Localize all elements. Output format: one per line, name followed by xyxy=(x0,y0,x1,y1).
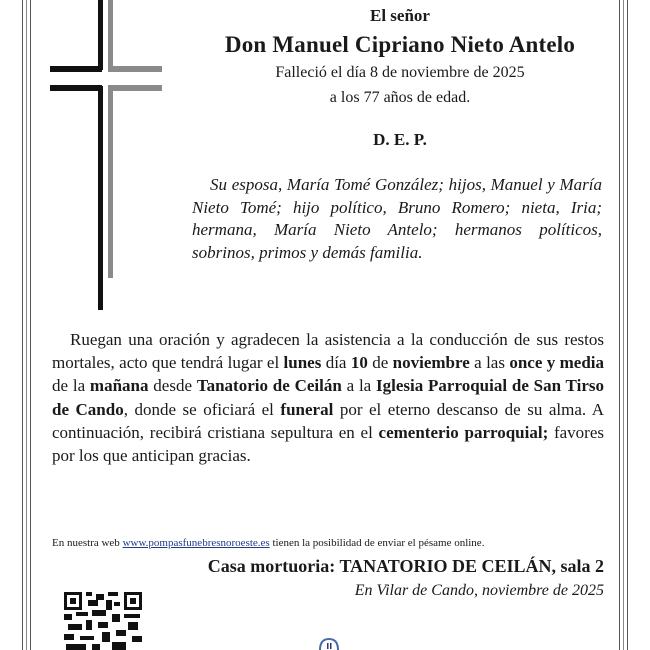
qr-code-icon[interactable] xyxy=(62,590,146,650)
age-line: a los 77 años de edad. xyxy=(329,89,471,106)
web-note xyxy=(52,537,612,549)
ceremony-highlight: Tanatorio de Ceilán xyxy=(196,376,342,396)
ceremony-text: desde xyxy=(148,376,197,396)
left-border-outer xyxy=(22,0,23,650)
right-border-inner xyxy=(623,0,624,650)
ceremony-highlight: 10 xyxy=(350,353,368,373)
left-border-inner xyxy=(26,0,27,650)
ceremony-highlight: once y media xyxy=(509,353,604,373)
ceremony-text: , donde se oficiará el xyxy=(123,399,281,419)
family-paragraph: Su esposa, María Tomé González; hijos, Manuel y María Nieto Tomé; hijo político, Bruno Romero; nieta, Iria; hermana, María Nieto Antelo; hermanos políticos, sobrinos, primos y demás familia. xyxy=(192,175,602,262)
ceremony-highlight: cementerio parroquial; xyxy=(378,422,549,442)
title-prefix: El señor xyxy=(370,6,430,25)
ceremony-text: a la xyxy=(341,376,377,396)
funeral-home-logo-icon xyxy=(314,636,344,650)
ceremony-highlight: mañana xyxy=(89,376,149,396)
right-border-inner2 xyxy=(627,0,628,650)
web-suffix: tienen la posibilidad de enviar el pésame online. xyxy=(269,537,485,549)
web-prefix: En nuestra web xyxy=(52,537,123,549)
place-date: En Vilar de Cando, noviembre de 2025 xyxy=(354,582,604,599)
ceremony-highlight: funeral xyxy=(280,399,334,419)
deceased-name: Don Manuel Cipriano Nieto Antelo xyxy=(224,32,576,57)
ceremony-text: a las xyxy=(469,353,510,373)
ceremony-paragraph xyxy=(52,328,604,467)
ceremony-text: de la xyxy=(52,376,90,396)
ceremony-text: favores por los que anticipan gracias. xyxy=(52,422,605,466)
ceremony-text: día xyxy=(321,353,351,373)
ceremony-highlight: Iglesia Parroquial de San Tirso de Cando xyxy=(52,376,604,419)
ceremony-highlight: noviembre xyxy=(392,353,470,373)
ceremony-highlight: lunes xyxy=(283,353,322,373)
rip-label: D. E. P. xyxy=(373,130,427,149)
website-link[interactable]: www.pompasfunebresnoroeste.es xyxy=(122,537,270,549)
funeral-home: Casa mortuoria: TANATORIO DE CEILÁN, sala 2 xyxy=(207,556,604,576)
death-date: Falleció el día 8 de noviembre de 2025 xyxy=(275,64,525,81)
ceremony-text: por el eterno descanso de su alma. A continuación, recibirá cristiana sepultura en el xyxy=(52,399,604,442)
left-border-inner2 xyxy=(30,0,31,650)
ceremony-text: Ruegan una oración y agradecen la asistencia a la conducción de sus restos mortales, acto que tendrá lugar el xyxy=(52,330,604,373)
ceremony-text: de xyxy=(367,353,393,373)
